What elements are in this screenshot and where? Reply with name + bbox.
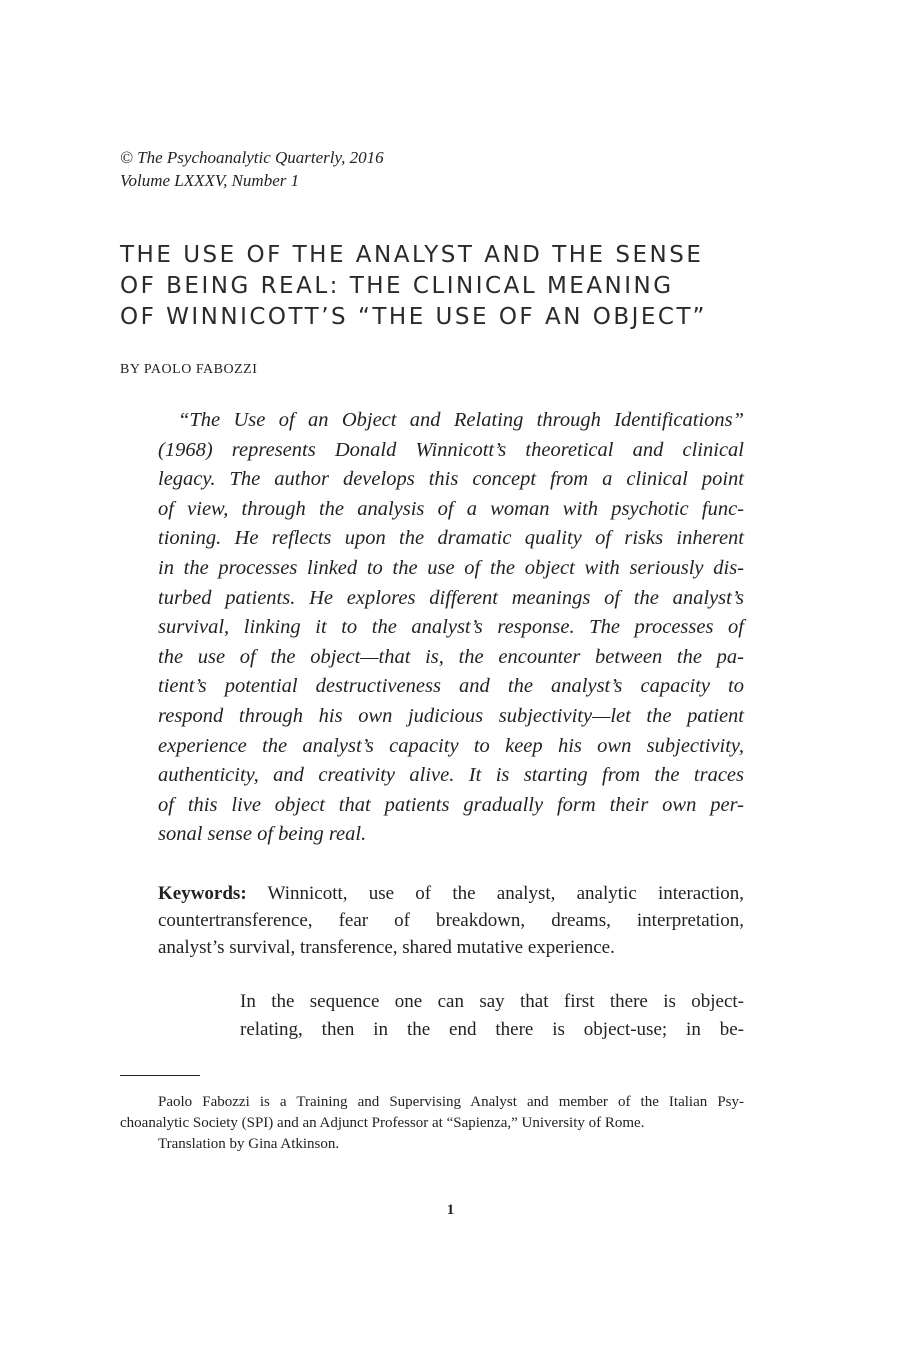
abstract-line: survival, linking it to the analyst’s response. The processes of [158, 616, 744, 639]
abstract-line: in the processes linked to the use of the object with seriously dis- [158, 556, 744, 579]
epigraph [240, 988, 744, 1044]
keywords-line: analyst’s survival, transference, shared mutative experience. [158, 937, 615, 958]
abstract-line: respond through his own judicious subjectivity—let the patient [158, 704, 744, 727]
abstract-line: the use of the object—that is, the encounter between the pa- [158, 645, 744, 668]
abstract-line: “The Use of an Object and Relating through Identifications” [178, 409, 744, 431]
footnote-line: Paolo Fabozzi is a Training and Supervising Analyst and member of the Italian Psy- [158, 1094, 744, 1110]
copyright-line: © The Psychoanalytic Quarterly, 2016 [120, 148, 384, 167]
journal-header [120, 146, 384, 192]
keywords-line [158, 880, 744, 907]
epigraph-line: relating, then in the end there is object-use; in be- [240, 1019, 744, 1040]
keywords-block [158, 880, 744, 961]
footnote-line: choanalytic Society (SPI) and an Adjunct Professor at “Sapienza,” University of Rome. [120, 1115, 645, 1131]
volume-line: Volume LXXXV, Number 1 [120, 171, 300, 190]
title-line: OF BEING REAL: THE CLINICAL MEANING [120, 273, 674, 299]
page-number: 1 [446, 1202, 455, 1218]
abstract-line: authenticity, and creativity alive. It is starting from the traces [158, 764, 744, 787]
abstract-line: tioning. He reflects upon the dramatic quality of risks inherent [158, 527, 744, 550]
keywords-label: Keywords: [158, 883, 247, 904]
abstract-line: legacy. The author develops this concept from a clinical point [158, 468, 744, 491]
abstract-line: turbed patients. He explores different meanings of the analyst’s [158, 586, 744, 609]
author-byline: BY PAOLO FABOZZI [120, 362, 258, 377]
abstract-line: (1968) represents Donald Winnicott’s theoretical and clinical [158, 438, 744, 461]
footnote-rule [120, 1075, 200, 1076]
abstract-line: sonal sense of being real. [158, 823, 367, 846]
keywords-line: countertransference, fear of breakdown, dreams, interpretation, [158, 910, 744, 931]
abstract-line: tient’s potential destructiveness and the analyst’s capacity to [158, 675, 744, 698]
translation-note: Translation by Gina Atkinson. [158, 1136, 340, 1152]
abstract-line: experience the analyst’s capacity to keep his own subjectivity, [158, 734, 744, 757]
abstract-line: of this live object that patients gradually form their own per- [158, 793, 744, 816]
abstract [158, 406, 744, 850]
title-line: OF WINNICOTT’S “THE USE OF AN OBJECT” [120, 304, 707, 330]
article-title [120, 240, 707, 333]
title-line: THE USE OF THE ANALYST AND THE SENSE [120, 242, 704, 268]
keywords-text: Winnicott, use of the analyst, analytic interaction, [267, 883, 744, 904]
abstract-line: of view, through the analysis of a woman with psychotic func- [158, 497, 744, 520]
epigraph-line: In the sequence one can say that first there is object- [240, 991, 744, 1012]
author-footnote [120, 1092, 744, 1155]
